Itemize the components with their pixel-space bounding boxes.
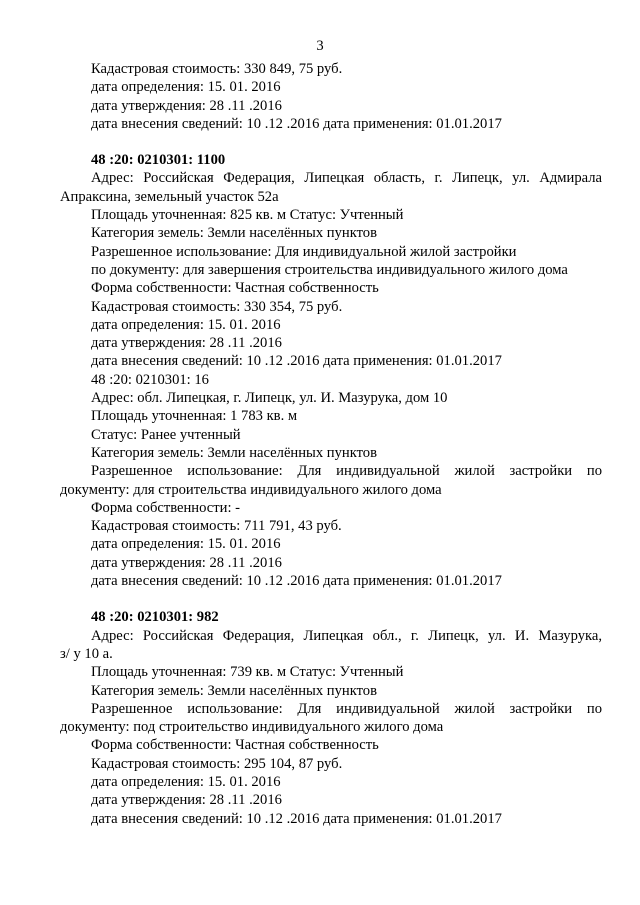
record-16 [60,371,602,591]
cadastral-cost: Кадастровая стоимость: 330 849, 75 руб. [91,61,343,77]
record-continuation [89,60,602,133]
address-line-1: Адрес: Российская Федерация, Липецкая область, г. Липецк, ул. Адмирала [91,170,602,187]
permitted-use: Разрешенное использование: Для индивидуальной жилой застройки [91,243,517,260]
permitted-use: Разрешенное использование: Для индивидуальной жилой застройки по [91,700,602,717]
cadastral-number: 48 :20: 0210301: 982 [91,609,219,626]
entry-date: дата внесения сведений: 10 .12 .2016 дата применения: 01.01.2017 [91,115,502,132]
address-line-1: Адрес: Российская Федерация, Липецкая обл., г. Липецк, ул. И. Мазурука, [91,627,602,644]
determination-date: дата определения: 15. 01. 2016 [91,316,281,333]
approval-date: дата утверждения: 28 .11 .2016 [91,97,282,114]
record-982 [60,608,602,828]
area-status: Площадь уточненная: 739 кв. м Статус: Учтенный [91,664,404,681]
document-body [60,60,602,828]
permitted-use: Разрешенное использование: Для индивидуальной жилой застройки по [91,463,602,480]
approval-date: дата утверждения: 28 .11 .2016 [91,335,282,352]
determination-date: дата определения: 15. 01. 2016 [91,79,281,96]
cadastral-cost: Кадастровая стоимость: 330 354, 75 руб. [91,298,343,315]
ownership-form: Форма собственности: Частная собственность [91,280,379,297]
permitted-use-document: документу: для строительства индивидуального жилого дома [60,481,442,498]
address-line-2: з/ у 10 а. [60,645,113,662]
entry-date: дата внесения сведений: 10 .12 .2016 дата применения: 01.01.2017 [91,810,502,827]
entry-date: дата внесения сведений: 10 .12 .2016 дата применения: 01.01.2017 [91,573,502,590]
land-category: Категория земель: Земли населённых пунктов [91,682,377,699]
record-1100 [60,151,602,371]
area-status: Площадь уточненная: 825 кв. м Статус: Учтенный [91,207,404,224]
determination-date: дата определения: 15. 01. 2016 [91,773,281,790]
land-category: Категория земель: Земли населённых пунктов [91,225,377,242]
ownership-form: Форма собственности: - [91,499,241,516]
entry-date: дата внесения сведений: 10 .12 .2016 дата применения: 01.01.2017 [91,353,502,370]
permitted-use-document: документу: под строительство индивидуального жилого дома [60,719,444,736]
page-number: 3 [316,38,324,54]
approval-date: дата утверждения: 28 .11 .2016 [91,554,282,571]
status: Статус: Ранее учтенный [91,426,241,443]
cadastral-number: 48 :20: 0210301: 1100 [91,152,226,169]
area: Площадь уточненная: 1 783 кв. м [91,408,298,425]
approval-date: дата утверждения: 28 .11 .2016 [91,792,282,809]
address: Адрес: обл. Липецкая, г. Липецк, ул. И. Мазурука, дом 10 [91,390,448,407]
ownership-form: Форма собственности: Частная собственность [91,737,379,754]
cadastral-cost: Кадастровая стоимость: 295 104, 87 руб. [91,755,343,772]
address-line-2: Апраксина, земельный участок 52а [60,188,279,205]
determination-date: дата определения: 15. 01. 2016 [91,536,281,553]
cadastral-number: 48 :20: 0210301: 16 [91,371,209,388]
cadastral-cost: Кадастровая стоимость: 711 791, 43 руб. [91,518,342,535]
permitted-use-document: по документу: для завершения строительства индивидуального жилого дома [91,261,568,278]
land-category: Категория земель: Земли населённых пунктов [91,444,377,461]
